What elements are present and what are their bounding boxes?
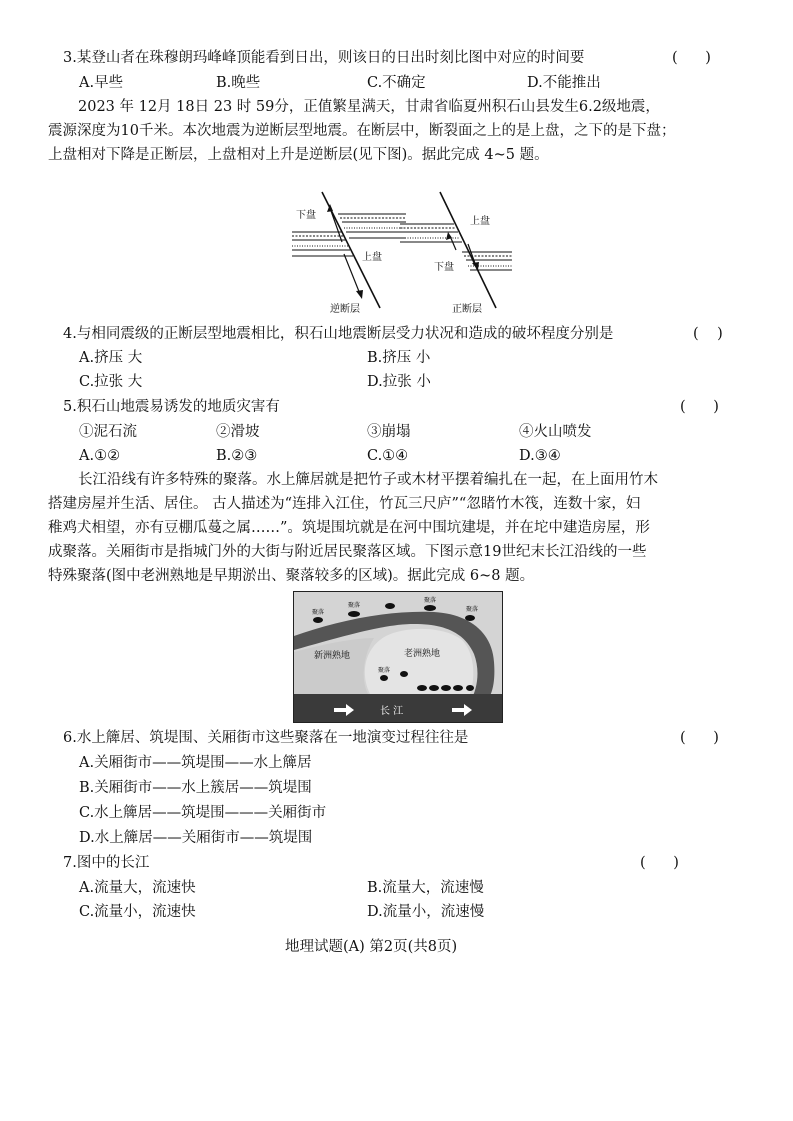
page-footer: 地理试题(A) 第2页(共8页): [285, 939, 458, 955]
svg-text:聚落: 聚落: [348, 602, 361, 609]
q6-answer-bracket: ( ): [680, 730, 719, 746]
q3-stem: 3.某登山者在珠穆朗玛峰峰顶能看到日出，则该日的日出时刻比图中对应的时间要: [63, 50, 585, 66]
svg-text:逆断层: 逆断层: [330, 304, 360, 315]
q5-item-1: ①泥石流: [79, 424, 137, 440]
passage2-line4: 成聚落。关厢街市是指城门外的大街与附近居民聚落区域。下图示意19世纪末长江沿线的一些: [48, 544, 647, 560]
svg-text:上盘: 上盘: [470, 216, 490, 227]
q3-option-d: D.不能推出: [527, 75, 601, 91]
q4-option-b: B.挤压 小: [367, 350, 431, 366]
label-old-island: 老洲熟地: [404, 649, 441, 659]
svg-text:正断层: 正断层: [452, 304, 482, 315]
q6-option-c: C.水上簰居——筑堤围———关厢街市: [79, 805, 327, 821]
passage1-line2: 震源深度为10千米。本次地震为逆断层型地震。在断层中，断裂面之上的是上盘，之下的是下盘；: [48, 123, 676, 139]
normal-fault-diagram: [400, 192, 512, 315]
q7-answer-bracket: ( ): [640, 855, 679, 871]
q5-option-d: D.③④: [519, 448, 561, 464]
q5-stem: 5.积石山地震易诱发的地质灾害有: [63, 399, 280, 415]
q7-stem: 7.图中的长江: [63, 855, 150, 871]
q7-option-b: B.流量大，流速慢: [367, 880, 484, 896]
q5-option-b: B.②③: [216, 448, 258, 464]
svg-text:下盘: 下盘: [296, 210, 316, 221]
q3-option-c: C.不确定: [367, 75, 426, 91]
q3-option-b: B.晚些: [216, 75, 261, 91]
passage1-line3: 上盘相对下降是正断层，上盘相对上升是逆断层(见下图)。据此完成 4~5 题。: [48, 147, 549, 163]
fault-diagram: [286, 190, 518, 318]
q5-answer-bracket: ( ): [680, 399, 719, 415]
q3-answer-bracket: ( ): [672, 50, 711, 66]
q4-option-c: C.拉张 大: [79, 374, 143, 390]
q7-option-a: A.流量大，流速快: [79, 880, 196, 896]
q5-option-c: C.①④: [367, 448, 409, 464]
q6-option-d: D.水上簰居——关厢街市——筑堤围: [79, 830, 313, 846]
passage2-line5: 特殊聚落(图中老洲熟地是早期淤出、聚落较多的区域)。据此完成 6~8 题。: [48, 568, 535, 584]
svg-text:聚落: 聚落: [424, 597, 437, 604]
q6-option-b: B.关厢街市——水上簇居——筑堤围: [79, 780, 312, 796]
svg-text:下盘: 下盘: [434, 262, 454, 273]
svg-text:聚落: 聚落: [466, 606, 479, 613]
q5-item-3: ③崩塌: [367, 424, 411, 440]
passage2-line2: 搭建房屋并生活、居住。 古人描述为“连排入江住，竹瓦三尺庐”“忽睹竹木筏，连数十家，妇: [48, 496, 641, 512]
svg-text:聚落: 聚落: [378, 667, 391, 674]
q4-option-d: D.拉张 小: [367, 374, 431, 390]
svg-text:上盘: 上盘: [362, 252, 382, 263]
q4-option-a: A.挤压 大: [79, 350, 143, 366]
reverse-fault-diagram: [292, 192, 406, 315]
q4-answer-bracket: ( ): [693, 326, 723, 342]
q7-option-c: C.流量小，流速快: [79, 904, 196, 920]
label-river: 长 江: [380, 706, 404, 717]
yangtze-settlement-map: [293, 591, 503, 723]
q4-stem: 4.与相同震级的正断层型地震相比，积石山地震断层受力状况和造成的破坏程度分别是: [63, 326, 614, 342]
passage2-line1: 长江沿线有许多特殊的聚落。水上簰居就是把竹子或木材平摆着编扎在一起，在上面用竹木: [78, 472, 658, 488]
q7-option-d: D.流量小，流速慢: [367, 904, 485, 920]
q5-item-4: ④火山喷发: [519, 424, 592, 440]
passage2-line3: 稚鸡犬相望，亦有豆棚瓜蔓之属……”。筑堤围坑就是在河中围坑建堤，并在坨中建造房屋，形: [48, 520, 650, 536]
q5-option-a: A.①②: [79, 448, 121, 464]
q6-stem: 6.水上簰居、筑堤围、关厢街市这些聚落在一地演变过程往往是: [63, 730, 469, 746]
passage1-line1: 2023 年 12月 18日 23 时 59分，正值繁星满天，甘肃省临夏州积石山县发生6.2级地震，: [78, 99, 660, 115]
label-new-island: 新洲熟地: [314, 651, 351, 661]
q5-item-2: ②滑坡: [216, 424, 260, 440]
q6-option-a: A.关厢街市——筑堤围——水上簰居: [79, 755, 312, 771]
q3-option-a: A.早些: [79, 75, 124, 91]
svg-text:聚落: 聚落: [312, 609, 325, 616]
